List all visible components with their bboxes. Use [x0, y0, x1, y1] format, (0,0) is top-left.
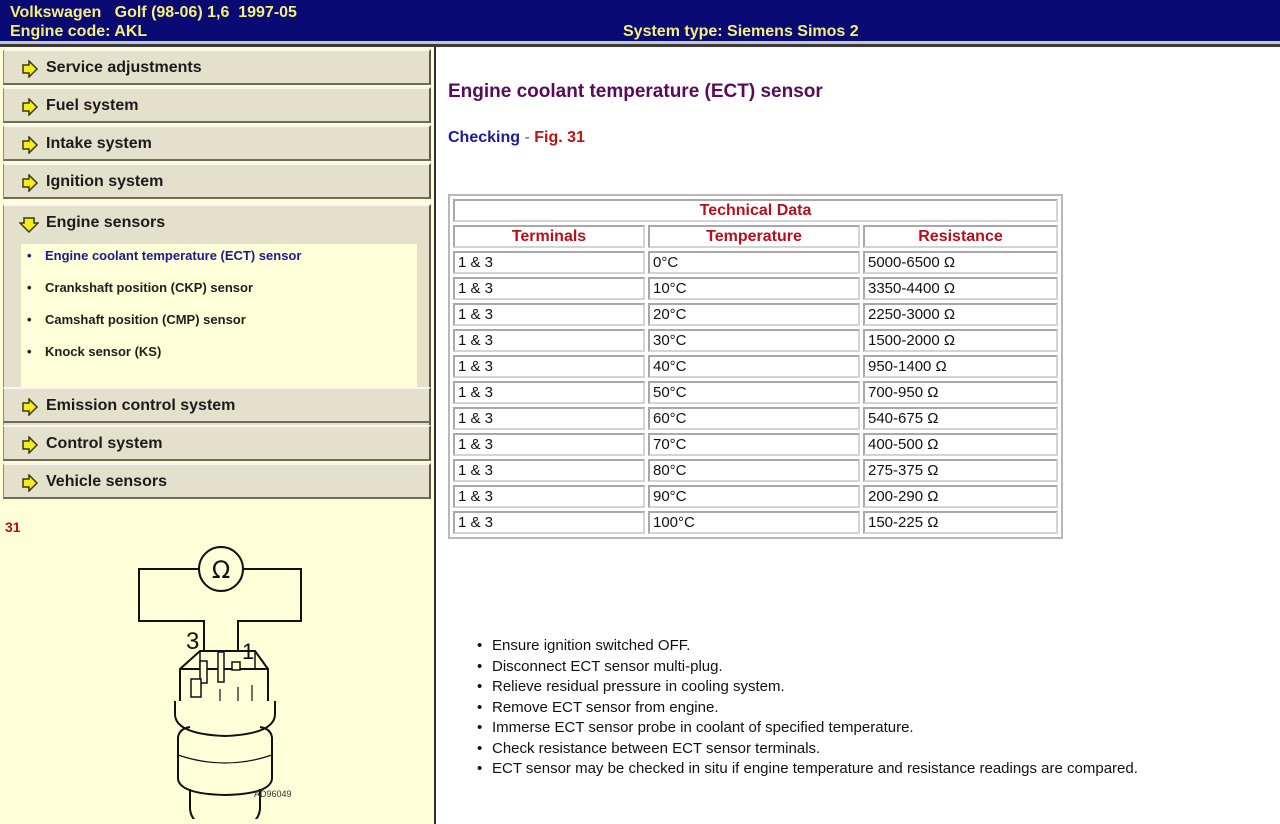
terminals-cell: 1 & 3	[453, 381, 645, 404]
temperature-cell: 10°C	[648, 277, 860, 300]
procedure-step	[477, 759, 1138, 780]
submenu-item-ect-sensor[interactable]	[27, 248, 301, 268]
table-row	[453, 381, 1058, 404]
arrow-right-icon	[21, 98, 39, 116]
table-row	[453, 433, 1058, 456]
sidebar-item-label: Vehicle sensors	[46, 473, 167, 490]
arrow-right-icon	[21, 60, 39, 78]
bullet: •	[477, 739, 483, 757]
submenu-engine-sensors	[21, 244, 417, 410]
resistance-cell: 400-500 Ω	[863, 433, 1058, 456]
sidebar-item-label: Control system	[46, 435, 163, 452]
dash: -	[520, 129, 535, 146]
vehicle-make: Volkswagen	[10, 4, 102, 21]
temperature-cell: 40°C	[648, 355, 860, 378]
temperature-cell: 0°C	[648, 251, 860, 274]
resistance-cell: 540-675 Ω	[863, 407, 1058, 430]
temperature-cell: 50°C	[648, 381, 860, 404]
arrow-right-icon	[21, 174, 39, 192]
step-text: Check resistance between ECT sensor terminals.	[492, 739, 821, 757]
bullet: •	[27, 248, 32, 263]
terminal-3-label: 3	[186, 628, 200, 655]
step-text: Disconnect ECT sensor multi-plug.	[492, 657, 723, 675]
figure-number: 31	[5, 519, 21, 535]
ohm-symbol: Ω	[211, 556, 231, 584]
system-type: System type: Siemens Simos 2	[623, 23, 859, 40]
procedure-heading	[448, 129, 585, 147]
checking-label: Checking	[448, 129, 521, 146]
procedure-step	[477, 718, 1138, 739]
submenu-item-label: Knock sensor (KS)	[45, 344, 162, 359]
column-header-resistance: Resistance	[863, 225, 1058, 248]
temperature-cell: 70°C	[648, 433, 860, 456]
table-row	[453, 459, 1058, 482]
sidebar-item-emission-control-system[interactable]	[3, 387, 431, 423]
temperature-cell: 80°C	[648, 459, 860, 482]
terminals-cell: 1 & 3	[453, 433, 645, 456]
table-row	[453, 511, 1058, 534]
resistance-cell: 5000-6500 Ω	[863, 251, 1058, 274]
sidebar-item-vehicle-sensors[interactable]	[3, 463, 431, 499]
table-row	[453, 407, 1058, 430]
sidebar-item-fuel-system[interactable]	[3, 87, 431, 123]
step-text: Relieve residual pressure in cooling system.	[492, 678, 785, 695]
resistance-cell: 3350-4400 Ω	[863, 277, 1058, 300]
sidebar-item-intake-system[interactable]	[3, 125, 431, 161]
arrow-right-icon	[21, 398, 39, 416]
resistance-cell: 275-375 Ω	[863, 459, 1058, 482]
sidebar	[0, 47, 436, 824]
procedure-step	[477, 657, 1138, 678]
table-row	[453, 355, 1058, 378]
procedure-step	[477, 677, 1138, 698]
procedure-step	[477, 636, 1138, 657]
arrow-right-icon	[21, 474, 39, 492]
bullet: •	[477, 637, 483, 654]
table-header-row	[453, 225, 1058, 248]
submenu-item-cmp-sensor[interactable]	[27, 312, 246, 332]
resistance-cell: 700-950 Ω	[863, 381, 1058, 404]
terminals-cell: 1 & 3	[453, 355, 645, 378]
resistance-cell: 2250-3000 Ω	[863, 303, 1058, 326]
table-caption: Technical Data	[453, 199, 1058, 222]
table-row	[453, 303, 1058, 326]
ect-sensor-diagram	[120, 529, 340, 819]
resistance-cell: 200-290 Ω	[863, 485, 1058, 508]
terminals-cell: 1 & 3	[453, 251, 645, 274]
temperature-cell: 90°C	[648, 485, 860, 508]
submenu-item-label: Camshaft position (CMP) sensor	[45, 312, 246, 327]
sidebar-item-service-adjustments[interactable]	[3, 49, 431, 85]
terminals-cell: 1 & 3	[453, 277, 645, 300]
bullet: •	[27, 280, 32, 295]
sidebar-item-control-system[interactable]	[3, 425, 431, 461]
step-text: Immerse ECT sensor probe in coolant of specified temperature.	[492, 719, 914, 736]
figure-panel	[0, 515, 434, 824]
bullet: •	[477, 678, 483, 695]
column-header-terminals: Terminals	[453, 225, 645, 248]
procedure-step	[477, 698, 1138, 719]
bullet: •	[27, 312, 32, 327]
arrow-right-icon	[21, 436, 39, 454]
procedure-step	[477, 739, 1138, 760]
terminals-cell: 1 & 3	[453, 459, 645, 482]
terminal-1-label: 1	[242, 639, 255, 664]
submenu-item-label: Crankshaft position (CKP) sensor	[45, 280, 254, 295]
terminals-cell: 1 & 3	[453, 485, 645, 508]
arrow-right-icon	[21, 136, 39, 154]
terminals-cell: 1 & 3	[453, 511, 645, 534]
table-row	[453, 251, 1058, 274]
temperature-cell: 20°C	[648, 303, 860, 326]
resistance-cell: 950-1400 Ω	[863, 355, 1058, 378]
vehicle-info	[10, 4, 297, 22]
resistance-cell: 150-225 Ω	[863, 511, 1058, 534]
temperature-cell: 30°C	[648, 329, 860, 352]
table-row	[453, 277, 1058, 300]
page-title: Engine coolant temperature (ECT) sensor	[448, 81, 823, 102]
sidebar-item-label: Emission control system	[46, 397, 236, 414]
sidebar-item-label: Service adjustments	[46, 59, 202, 76]
sidebar-item-label: Fuel system	[46, 97, 139, 114]
bullet: •	[477, 657, 483, 675]
procedure-steps	[477, 636, 1138, 780]
bullet: •	[477, 760, 483, 777]
submenu-item-label: Engine coolant temperature (ECT) sensor	[45, 248, 302, 263]
vehicle-model: Golf (98-06) 1,6	[114, 4, 230, 21]
column-header-temperature: Temperature	[648, 225, 860, 248]
engine-code: Engine code: AKL	[10, 23, 148, 40]
terminals-cell: 1 & 3	[453, 329, 645, 352]
submenu-item-ckp-sensor[interactable]	[27, 280, 253, 300]
vehicle-date: 1997-05	[238, 4, 297, 21]
sidebar-item-ignition-system[interactable]	[3, 163, 431, 199]
app-header	[0, 0, 1280, 44]
arrow-down-icon	[19, 217, 39, 233]
content-area	[436, 47, 1280, 824]
temperature-cell: 60°C	[648, 407, 860, 430]
step-text: ECT sensor may be checked in situ if engine temperature and resistance readings are compared.	[492, 760, 1138, 777]
terminals-cell: 1 & 3	[453, 303, 645, 326]
step-text: Remove ECT sensor from engine.	[492, 698, 719, 716]
resistance-cell: 1500-2000 Ω	[863, 329, 1058, 352]
terminals-cell: 1 & 3	[453, 407, 645, 430]
bullet: •	[477, 719, 483, 736]
technical-data-table	[448, 194, 1063, 539]
sidebar-item-label: Engine sensors	[46, 214, 166, 231]
submenu-item-knock-sensor[interactable]	[27, 344, 161, 364]
bullet: •	[27, 344, 32, 359]
sidebar-item-label: Intake system	[46, 135, 152, 152]
table-row	[453, 485, 1058, 508]
bullet: •	[477, 698, 483, 716]
step-text: Ensure ignition switched OFF.	[492, 637, 691, 654]
temperature-cell: 100°C	[648, 511, 860, 534]
figure-link[interactable]: Fig. 31	[534, 129, 585, 146]
table-row	[453, 329, 1058, 352]
sidebar-item-label: Ignition system	[46, 173, 164, 190]
figure-code: AD96049	[254, 789, 292, 799]
